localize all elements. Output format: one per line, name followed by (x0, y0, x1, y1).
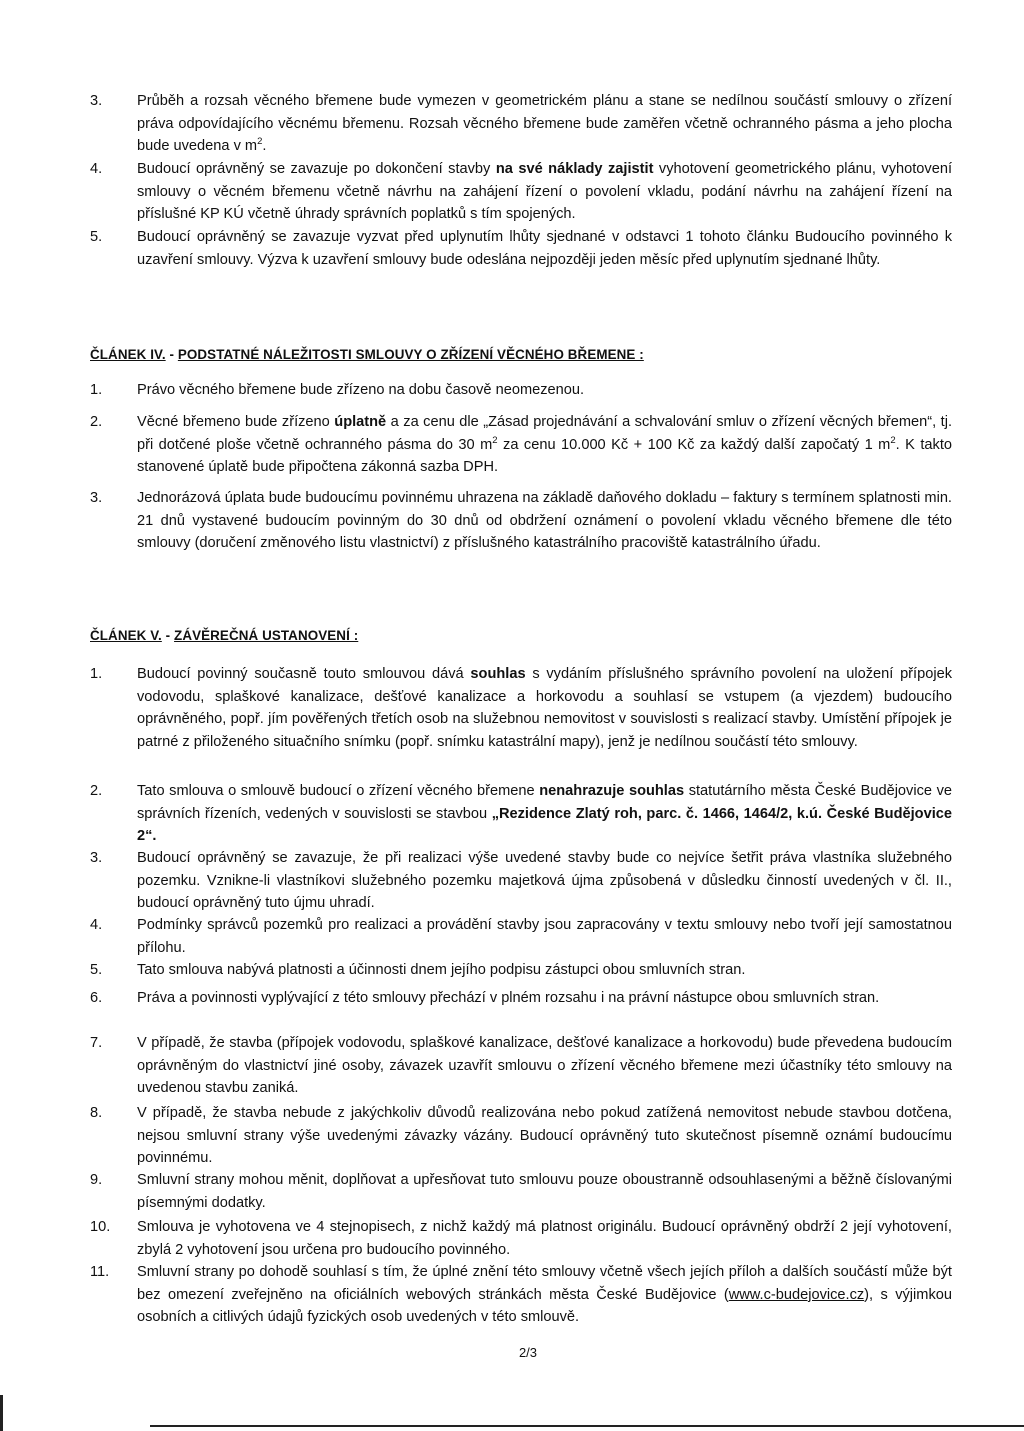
paragraph-number: 1. (90, 382, 103, 398)
text-run: s vydáním příslušného správního povolení na uložení přípojek vodovodu, splaškové kanalizace, dešťové kanalizace a horkovodu a souhlasí se vstupem (a vjezdem) budoucího oprávněného, popř. jím pověřených třetích osob na služebnou nemovitost v souvislosti s realizací stavby. Umístění přípojek je patrné z přiloženého situačního snímku (popř. snímku katastrální mapy), jenž je nedílnou součástí této smlouvy. (137, 666, 952, 750)
article-5-item-2 (90, 780, 952, 848)
paragraph-text (137, 379, 952, 402)
article-5-item-6 (90, 987, 952, 1010)
paragraph-text (137, 1102, 952, 1170)
paragraph-number: 3. (90, 850, 103, 866)
article-5-item-1 (90, 663, 952, 753)
article-4-heading (90, 347, 644, 362)
paragraph-text (137, 663, 952, 753)
text-run: statutárního města České Budějovice ve správních řízeních, vedených v souvislosti se stavbou (137, 783, 952, 822)
superscript-text: 2 (492, 434, 498, 446)
paragraph-number: 8. (90, 1105, 103, 1121)
bold-text: úplatně (334, 414, 387, 430)
article-5-prefix: ČLÁNEK V. (90, 628, 162, 643)
text-run: Právo věcného břemene bude zřízeno na dobu časově neomezenou. (137, 382, 585, 398)
paragraph-number: 9. (90, 1172, 103, 1188)
superscript-text: 2 (257, 136, 263, 148)
article-4-title: PODSTATNÉ NÁLEŽITOSTI SMLOUVY O ZŘÍZENÍ VĚCNÉHO BŘEMENE : (177, 347, 644, 362)
paragraph-text (137, 847, 952, 915)
text-run: Budoucí oprávněný se zavazuje po dokončení stavby (137, 161, 496, 177)
paragraph-number: 5. (90, 962, 103, 978)
text-run: a za cenu dle „Zásad projednávání a schvalování smluv o zřízení věcných břemen“, tj. při dotčené ploše včetně ochranného pásma do 30 m (137, 414, 952, 453)
article-4-prefix: ČLÁNEK IV. (90, 347, 166, 362)
paragraph-text (137, 487, 952, 555)
paragraph-number: 5. (90, 229, 103, 245)
paragraph-text (137, 1032, 952, 1100)
text-run: Budoucí oprávněný se zavazuje vyzvat před uplynutím lhůty sjednané v odstavci 1 tohoto článku Budoucího povinného k uzavření smlouvy. Výzva k uzavření smlouvy bude odeslána nejpozději jeden měsíc před uplynutím sjednané lhůty. (137, 229, 952, 268)
article-5-item-4 (90, 914, 952, 959)
article-5-item-3 (90, 847, 952, 915)
paragraph-number: 3. (90, 490, 103, 506)
paragraph-text (137, 158, 952, 226)
superscript-text: 2 (890, 434, 896, 446)
article-4-separator: - (165, 347, 178, 362)
text-run: vyhotovení geometrického plánu, vyhotovení smlouvy o věcném břemenu včetně návrhu na zahájení řízení o povolení vkladu, podání návrhu na zahájení řízení na příslušné KP KÚ včetně úhrady správních poplatků s tím spojených. (137, 161, 953, 223)
paragraph-text (137, 914, 952, 959)
article-5-title: ZÁVĚREČNÁ USTANOVENÍ : (174, 628, 359, 643)
paragraph-number: 4. (90, 161, 103, 177)
paragraph-text (137, 780, 952, 848)
paragraph-number: 6. (90, 990, 103, 1006)
link-text[interactable]: www.c-budejovice.cz (728, 1286, 865, 1303)
paragraph-text (137, 1216, 952, 1261)
paragraph-text (137, 1169, 952, 1214)
text-run: za cenu 10.000 Kč + 100 Kč za každý další započatý 1 m (497, 436, 891, 453)
text-run: Smlouva je vyhotovena ve 4 stejnopisech, z nichž každý má platnost originálu. Budoucí oprávněný obdrží 2 její vyhotovení, zbylá 2 vyhotovení jsou určena pro budoucího povinného. (137, 1219, 952, 1258)
text-run: Tato smlouva nabývá platnosti a účinnosti dnem jejího podpisu zástupci obou smluvních stran. (137, 962, 746, 978)
article-5-separator: - (161, 628, 175, 643)
article-5-item-10 (90, 1216, 952, 1261)
paragraph-text (137, 90, 952, 158)
article-5-item-11 (90, 1261, 952, 1329)
bold-text: nenahrazuje souhlas (539, 783, 685, 799)
text-run: V případě, že stavba (přípojek vodovodu, splaškové kanalizace, dešťové kanalizace a horkovodu) bude převedena budoucím oprávněným do vlastnictví jiné osoby, závazek uzavřít smlouvu o zřízení věcného břemene mezi účastníky této smlouvy na uvedenou stavbu zaniká. (137, 1035, 952, 1097)
article-5-item-7 (90, 1032, 952, 1100)
paragraph-number: 2. (90, 783, 103, 799)
bold-text: „Rezidence Zlatý roh, parc. č. 1466, 1464/2, k.ú. České Budějovice 2“. (137, 805, 952, 845)
article-4-item-1 (90, 379, 952, 402)
paragraph-number: 3. (90, 93, 103, 109)
text-run: Jednorázová úplata bude budoucímu povinnému uhrazena na základě daňového dokladu – faktury s termínem splatnosti min. 21 dnů vystavené budoucím povinným do 30 dnů od obdržení oznámení o povolení vkladu věcného břemene dle této smlouvy (doručení změnového listu vlastnictví) z příslušného katastrálního pracoviště katastrálního úřadu. (137, 490, 952, 552)
paragraph-3 (90, 90, 952, 158)
scan-bottom-line (150, 1425, 1024, 1427)
paragraph-text (137, 411, 952, 479)
paragraph-text (137, 959, 952, 982)
paragraph-text (137, 226, 952, 271)
scan-edge-line (0, 1395, 3, 1431)
text-run: V případě, že stavba nebude z jakýchkoliv důvodů realizována nebo pokud zatížená nemovitost nebude stavbou dotčena, nejsou smluvní strany výše uvedenými závazky vázány. Budoucí oprávněný tuto skutečnost písemně oznámí budoucímu povinnému. (137, 1105, 952, 1167)
paragraph-number: 11. (90, 1264, 110, 1280)
paragraph-number: 4. (90, 917, 103, 933)
text-run: Smluvní strany mohou měnit, doplňovat a upřesňovat tuto smlouvu pouze oboustranně odsouhlasenými a běžně číslovanými písemnými dodatky. (137, 1172, 952, 1211)
bold-text: na své náklady zajistit (495, 161, 654, 177)
text-run: Průběh a rozsah věcného břemene bude vymezen v geometrickém plánu a stane se nedílnou součástí smlouvy o zřízení práva odpovídajícího věcnému břemenu. Rozsah věcného břemene bude zaměřen včetně ochranného pásma a jeho plocha bude uvedena v m (137, 93, 952, 155)
article-5-item-8 (90, 1102, 952, 1170)
paragraph-number: 2. (90, 414, 103, 430)
text-run: Smluvní strany po dohodě souhlasí s tím, že úplné znění této smlouvy včetně všech jejích příloh a dalších součástí může být bez omezení zveřejněno na oficiálních webových stránkách města České Budějovice ( (137, 1264, 952, 1303)
article-4-item-2 (90, 411, 952, 479)
text-run: Tato smlouva o smlouvě budoucí o zřízení věcného břemene (137, 783, 540, 799)
paragraph-5 (90, 226, 952, 271)
paragraph-4 (90, 158, 952, 226)
bold-text: souhlas (470, 666, 526, 682)
text-run: ), s výjimkou osobních a citlivých údajů fyzických osob uvedených v této smlouvě. (137, 1286, 952, 1326)
article-4-item-3 (90, 487, 952, 555)
paragraph-number: 10. (90, 1219, 111, 1235)
text-run: Věcné břemeno bude zřízeno (137, 414, 335, 430)
text-run: Práva a povinnosti vyplývající z této smlouvy přechází v plném rozsahu i na právní nástupce obou smluvních stran. (137, 990, 880, 1006)
text-run: Budoucí povinný současně touto smlouvou dává (137, 666, 471, 682)
paragraph-text (137, 1261, 952, 1329)
text-run: Podmínky správců pozemků pro realizaci a provádění stavby jsou zapracovány v textu smlouvy nebo tvoří její samostatnou přílohu. (137, 917, 952, 956)
text-run: Budoucí oprávněný se zavazuje, že při realizaci výše uvedené stavby bude co nejvíce šetřit práva vlastníka služebného pozemku. Vznikne-li vlastníkovi služebného pozemku majetková újma způsobená v důsledku činností uvedených v čl. II., budoucí oprávněný tuto újmu uhradí. (137, 850, 952, 912)
article-5-item-9 (90, 1169, 952, 1214)
page-number: 2/3 (518, 1345, 538, 1360)
text-run: . (262, 138, 267, 155)
paragraph-number: 7. (90, 1035, 103, 1051)
article-5-item-5 (90, 959, 952, 982)
paragraph-text (137, 987, 952, 1010)
paragraph-number: 1. (90, 666, 103, 682)
article-5-heading (90, 628, 358, 643)
text-run: . K takto stanovené úplatě bude připočtena zákonná sazba DPH. (137, 436, 952, 476)
